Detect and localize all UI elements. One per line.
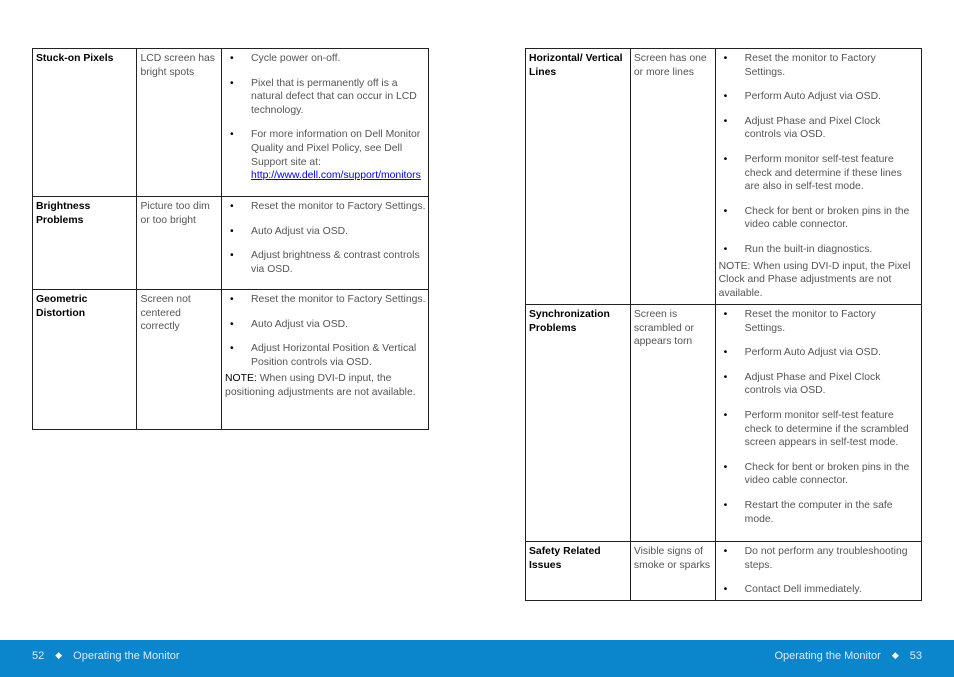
bullet-icon: •	[723, 153, 728, 165]
bullet-icon: •	[723, 461, 728, 473]
bullet-icon: •	[230, 77, 234, 89]
list-item: • Run the built-in diagnostics.	[723, 243, 873, 255]
solution-cell	[222, 49, 429, 197]
list-item: • Restart the computer in the safe mode.	[723, 499, 893, 525]
list-item: • Contact Dell immediately.	[723, 584, 862, 596]
symptom-cell: Screen has one or more lines	[630, 49, 715, 305]
bullet-icon: •	[230, 201, 234, 212]
solution-cell	[715, 542, 921, 601]
list-item: • Reset the monitor to Factory Settings.	[230, 294, 426, 305]
list-item: • Adjust Phase and Pixel Clock controls via OSD.	[723, 115, 881, 141]
list-item: • Cycle power on-off.	[230, 53, 341, 64]
list-item: • For more information on Dell Monitor Quality and Pixel Policy, see Dell Support site at: http://www.dell.com/support/monitors	[230, 129, 421, 182]
list-item: • Adjust brightness & contrast controls via OSD.	[230, 250, 420, 275]
bullet-icon: •	[230, 294, 234, 305]
bullet-icon: •	[723, 409, 728, 421]
symptom-cell: Picture too dim or too bright	[137, 197, 222, 290]
list-item: • Perform Auto Adjust via OSD.	[723, 347, 881, 359]
list-item: • Perform monitor self-test feature check and determine if these lines are also in self-test mode.	[723, 153, 902, 193]
list-item: • Adjust Horizontal Position & Vertical Position controls via OSD.	[230, 343, 417, 368]
problem-cell: Geometric Distortion	[33, 290, 137, 430]
note-text: NOTE: When using DVI-D input, the positioning adjustments are not available.	[225, 373, 416, 398]
solution-cell	[715, 305, 921, 542]
bullet-icon: •	[230, 129, 234, 141]
bullet-icon: •	[723, 546, 728, 557]
note-text: NOTE: When using DVI-D input, the Pixel Clock and Phase adjustments are not available.	[718, 260, 911, 299]
problem-cell: Stuck-on Pixels	[33, 49, 137, 197]
bullet-icon: •	[723, 205, 728, 217]
solution-cell	[715, 49, 921, 305]
problem-cell: Safety Related Issues	[526, 542, 631, 601]
solution-cell	[222, 197, 429, 290]
bullet-icon: •	[230, 318, 234, 330]
table-row	[33, 290, 429, 430]
bullet-icon: •	[230, 250, 234, 262]
bullet-icon: •	[723, 499, 728, 511]
page-footer	[0, 640, 954, 677]
list-item: • Check for bent or broken pins in the video cable connector.	[723, 461, 910, 487]
bullet-icon: •	[230, 225, 234, 237]
table-row	[526, 49, 922, 305]
table-row	[33, 197, 429, 290]
bullet-icon: •	[723, 371, 728, 383]
table-row	[526, 305, 922, 542]
footer-left	[32, 650, 180, 662]
list-item: • Reset the monitor to Factory Settings.	[723, 309, 876, 334]
bullet-icon: •	[230, 343, 234, 355]
right-troubleshooting-table	[525, 48, 922, 601]
bullet-icon: •	[723, 91, 728, 103]
bullet-icon: •	[230, 53, 234, 64]
left-troubleshooting-table	[32, 48, 429, 430]
bullet-icon: •	[723, 115, 728, 127]
problem-cell: Brightness Problems	[33, 197, 137, 290]
dell-support-link[interactable]: http://www.dell.com/support/monitors	[251, 170, 421, 182]
page-number-left: 52	[32, 650, 45, 662]
list-item: • Auto Adjust via OSD.	[230, 318, 349, 330]
list-item: • Adjust Phase and Pixel Clock controls via OSD.	[723, 371, 881, 397]
table-row	[526, 542, 922, 601]
diamond-icon: ◆	[55, 650, 63, 660]
footer-title-left: Operating the Monitor	[73, 650, 180, 662]
symptom-cell: LCD screen has bright spots	[137, 49, 222, 197]
bullet-icon: •	[723, 243, 728, 255]
list-item: • Perform Auto Adjust via OSD.	[723, 91, 881, 103]
bullet-icon: •	[723, 347, 728, 359]
bullet-icon: •	[723, 309, 728, 320]
list-item: • Reset the monitor to Factory Settings.	[230, 201, 426, 212]
footer-title-right: Operating the Monitor	[774, 650, 881, 662]
table-row	[33, 49, 429, 197]
list-item: • Auto Adjust via OSD.	[230, 225, 349, 237]
list-item: • Check for bent or broken pins in the video cable connector.	[723, 205, 910, 231]
page-number-right: 53	[909, 650, 922, 662]
list-item: • Do not perform any troubleshooting steps.	[723, 546, 908, 571]
list-item: • Reset the monitor to Factory Settings.	[723, 53, 876, 78]
list-item: • Pixel that is permanently off is a natural defect that can occur in LCD technology.	[230, 77, 417, 116]
list-item: • Perform monitor self-test feature check to determine if the scrambled screen appears in self-test mode.	[723, 409, 909, 449]
footer-right	[774, 650, 922, 662]
symptom-cell: Screen is scrambled or appears torn	[630, 305, 715, 542]
problem-cell: Horizontal/ Vertical Lines	[526, 49, 631, 305]
solution-cell	[222, 290, 429, 430]
symptom-cell: Screen not centered correctly	[137, 290, 222, 430]
diamond-icon: ◆	[891, 650, 899, 660]
symptom-cell: Visible signs of smoke or sparks	[630, 542, 715, 601]
bullet-icon: •	[723, 53, 728, 64]
problem-cell: Synchronization Problems	[526, 305, 631, 542]
bullet-icon: •	[723, 584, 728, 596]
